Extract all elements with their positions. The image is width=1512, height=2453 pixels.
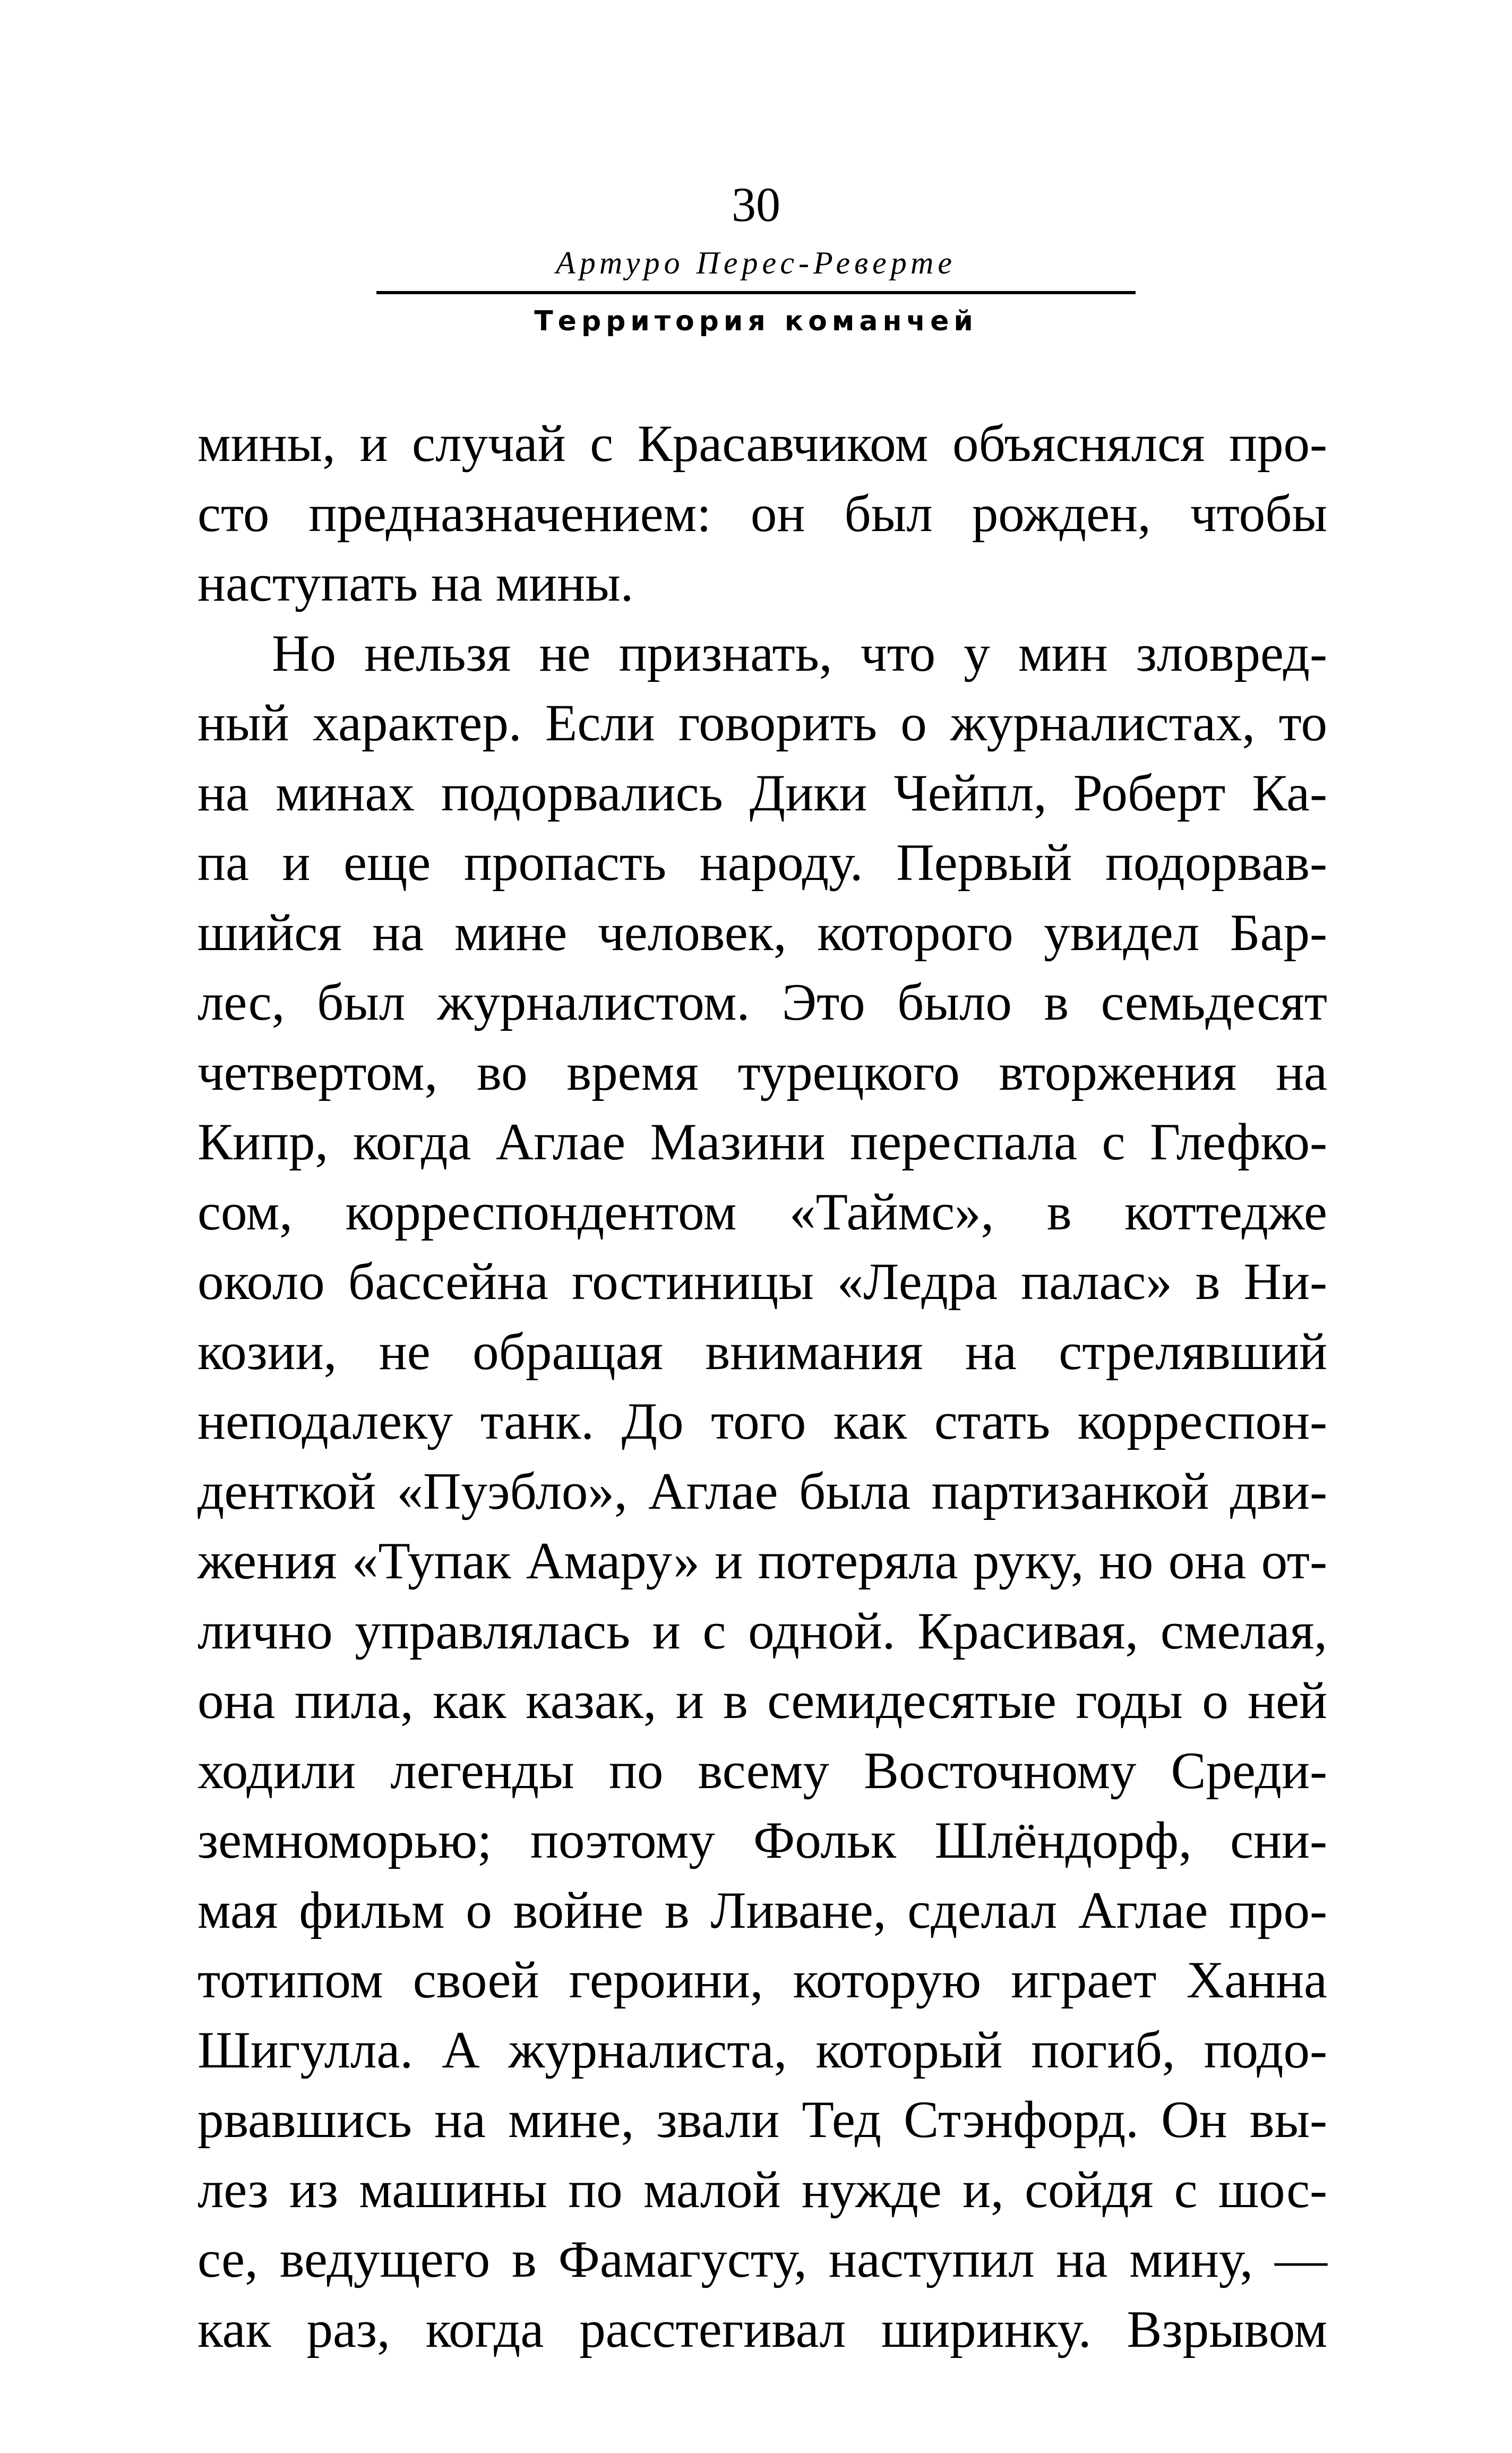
text-line: лес, был журналистом. Это было в семьдесят bbox=[197, 973, 1327, 1031]
text-line: жения «Тупак Амару» и потеряла руку, но она от- bbox=[197, 1532, 1327, 1590]
text-line: четвертом, во время турецкого вторжения на bbox=[197, 1043, 1327, 1101]
paragraph-1 bbox=[197, 409, 1327, 619]
text-line: Шигулла. А журналиста, который погиб, подо- bbox=[197, 2021, 1327, 2079]
text-line: Но нельзя не признать, что у мин зловред- bbox=[272, 624, 1327, 682]
text-line: неподалеку танк. До того как стать корреспон- bbox=[197, 1392, 1327, 1450]
text-line: лез из машины по малой нужде и, сойдя с шос- bbox=[197, 2160, 1327, 2219]
body-text bbox=[197, 409, 1327, 2364]
text-line: рвавшись на мине, звали Тед Стэнфорд. Он вы- bbox=[197, 2091, 1327, 2149]
text-line: тотипом своей героини, которую играет Ханна bbox=[197, 1951, 1327, 2009]
paragraph-2 bbox=[197, 619, 1327, 2365]
text-line: около бассейна гостиницы «Ледра палас» в Ни- bbox=[197, 1253, 1327, 1311]
text-line: земноморью; поэтому Фольк Шлёндорф, сни- bbox=[197, 1811, 1327, 1869]
text-line: сом, корреспондентом «Таймс», в коттедже bbox=[197, 1183, 1327, 1241]
text-line: шийся на мине человек, которого увидел Бар- bbox=[197, 903, 1327, 962]
author-name: Артуро Перес-Реверте bbox=[556, 245, 956, 280]
text-line: денткой «Пуэбло», Аглае была партизанкой дви- bbox=[197, 1462, 1327, 1520]
text-line: наступать на мины. bbox=[197, 554, 634, 612]
text-line: се, ведущего в Фамагусту, наступил на мину, — bbox=[197, 2230, 1327, 2288]
running-header bbox=[0, 175, 1512, 339]
page-number: 30 bbox=[732, 177, 780, 232]
header-divider bbox=[376, 291, 1136, 294]
text-line: па и еще пропасть народу. Первый подорвав- bbox=[197, 834, 1327, 892]
text-line: она пила, как казак, и в семидесятые годы о ней bbox=[197, 1672, 1327, 1730]
text-line: лично управлялась и с одной. Красивая, смелая, bbox=[197, 1602, 1327, 1660]
text-line: мая фильм о войне в Ливане, сделал Аглае про- bbox=[197, 1881, 1327, 1939]
text-line: Кипр, когда Аглае Мазини переспала с Глефко- bbox=[197, 1113, 1327, 1171]
book-title: Территория команчей bbox=[534, 305, 978, 337]
text-line: как раз, когда расстегивал ширинку. Взрывом bbox=[197, 2300, 1327, 2358]
text-line: мины, и случай с Красавчиком объяснялся про- bbox=[197, 415, 1327, 473]
text-line: козии, не обращая внимания на стрелявший bbox=[197, 1322, 1327, 1381]
text-line: на минах подорвались Дики Чейпл, Роберт Ка- bbox=[197, 764, 1327, 822]
text-line: сто предназначением: он был рожден, чтобы bbox=[197, 484, 1327, 543]
text-line: ходили легенды по всему Восточному Среди- bbox=[197, 1741, 1327, 1800]
text-line: ный характер. Если говорить о журналистах, то bbox=[197, 694, 1327, 752]
